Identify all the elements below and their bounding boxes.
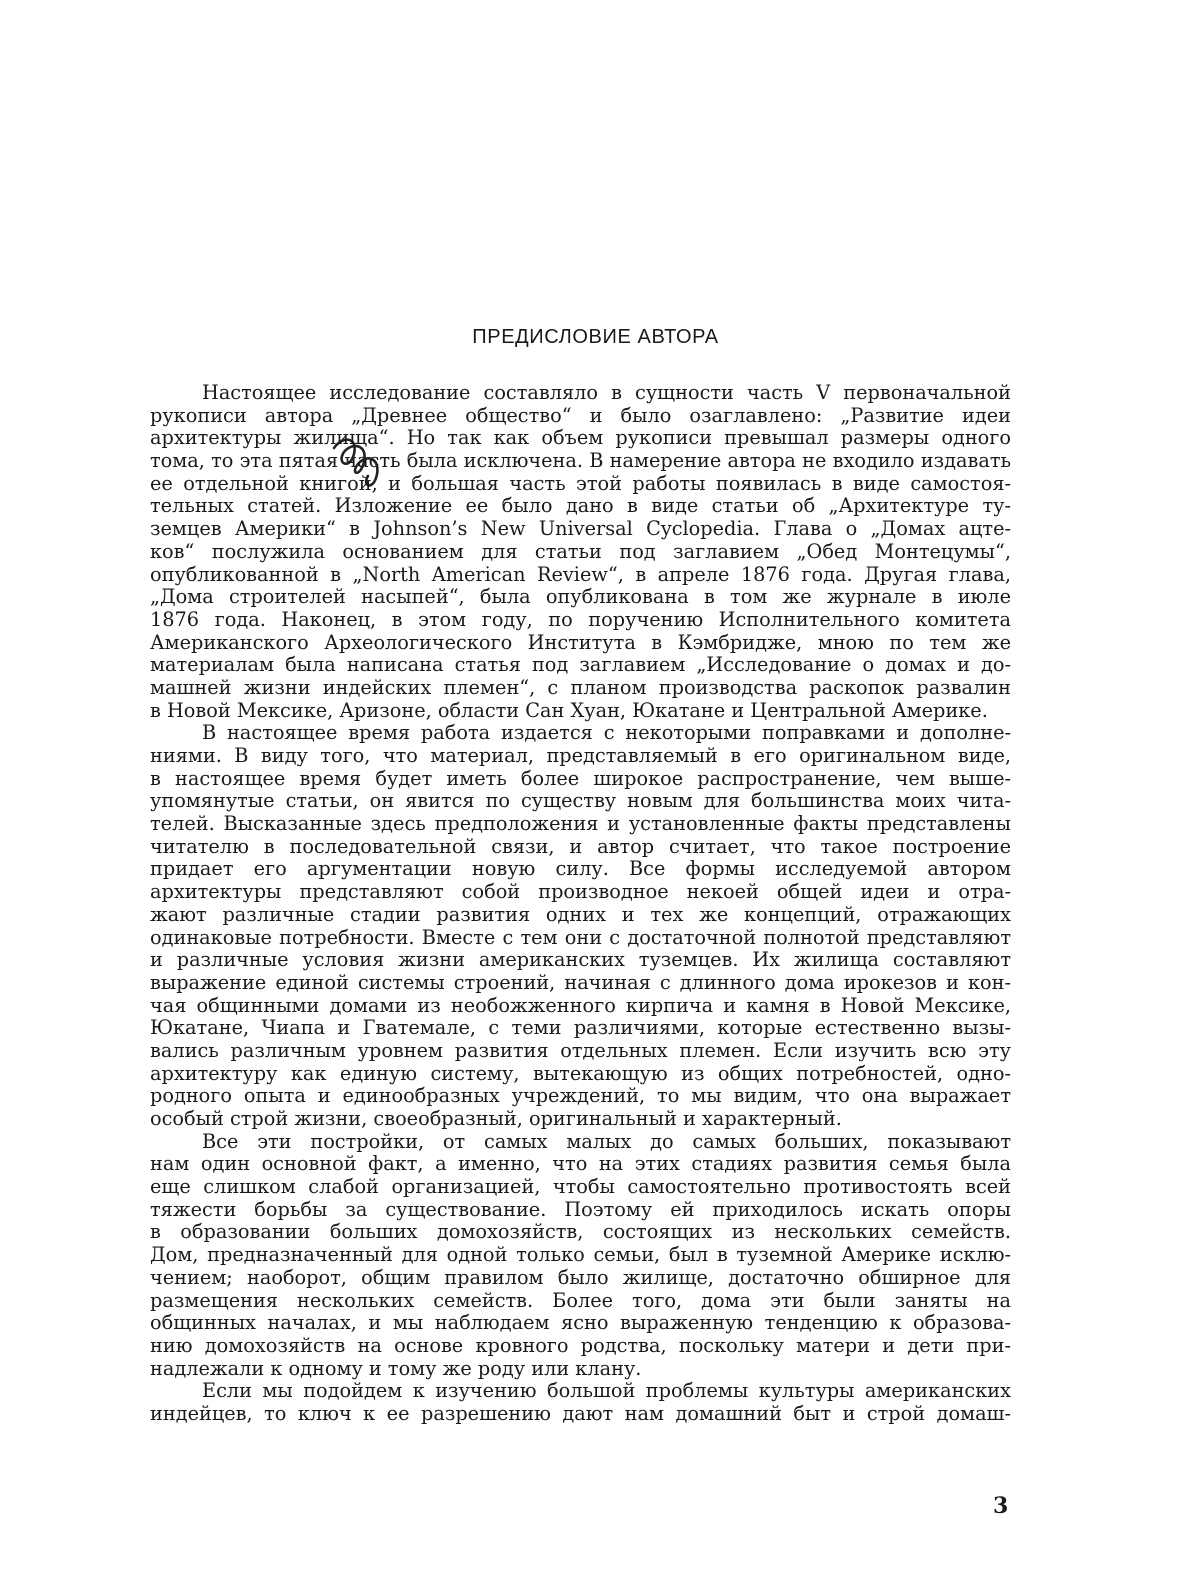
text-line: опубликованной в „North American Review“, в апреле 1876 года. Другая глава, [150,562,1011,586]
text-line: тельных статей. Изложение ее было дано в виде статьи об „Архитектуре ту- [150,494,1011,518]
text-line: Настоящее исследование составляло в сущности часть V первоначальной [202,381,1011,404]
text-line: размещения нескольких семейств. Более того, дома эти были заняты на [150,1288,1011,1312]
text-line: ее отдельной книгой, и большая часть этой работы появилась в виде самостоя- [150,471,1011,495]
text-line: архитектуры жилища“. Но так как объем рукописи превышал размеры одного [150,426,1011,450]
text-line: Юкатане, Чиапа и Гватемале, с теми различиями, которые естественно вызы- [150,1016,1011,1040]
text-line: тома, то эта пятая часть была исключена. В намерение автора не входило издавать [150,449,1011,473]
text-line: в образовании больших домохозяйств, состоящих из нескольких семейств. [150,1220,1011,1244]
text-line: Все эти постройки, от самых малых до самых больших, показывают [202,1129,1011,1153]
text-line: нам один основной факт, а именно, что на этих стадиях развития семья была [150,1152,1011,1176]
text-line: тяжести борьбы за существование. Поэтому ей приходилось искать опоры [150,1197,1011,1221]
text-line: в Новой Мексике, Аризоне, области Сан Хуан, Юкатане и Центральной Америке. [150,698,988,722]
text-line: чением; наоборот, общим правилом было жилище, достаточно обширное для [150,1265,1011,1289]
body-text [150,382,1011,1426]
text-line: Дом, предназначенный для одной только семьи, был в туземной Америке исклю- [150,1243,1011,1267]
text-line: архитектуры представляют собой производное некоей общей идеи и отра- [150,880,1011,904]
text-line: жают различные стадии развития одних и тех же концепций, отражающих [150,902,1011,926]
page-number: 3 [993,1493,1009,1519]
text-line: вались различным уровнем развития отдельных племен. Если изучить всю эту [150,1038,1011,1062]
text-line: ков“ послужила основанием для статьи под заглавием „Обед Монтецумы“, [150,539,1011,563]
text-line: телей. Высказанные здесь предположения и установленные факты представлены [150,812,1011,836]
text-line: архитектуру как единую систему, вытекающую из общих потребностей, одно- [150,1061,1011,1085]
text-line: родного опыта и единообразных учреждений, то мы видим, что она выражает [150,1084,1011,1108]
text-line: 1876 года. Наконец, в этом году, по поручению Исполнительного комитета [150,607,1011,631]
text-line: материалам была написана статья под заглавием „Исследование о домах и до- [150,653,1011,677]
text-line: упомянутые статьи, он явится по существу новым для большинства моих чита- [150,789,1011,813]
text-line: „Дома строителей насыпей“, была опубликована в том же журнале в июле [150,585,1011,609]
text-line: выражение единой системы строений, начиная с длинного дома ирокезов и кон- [150,970,1011,994]
text-line: особый строй жизни, своеобразный, оригинальный и характерный. [150,1107,842,1130]
page-title: ПРЕДИСЛОВИЕ АВТОРА [472,326,719,348]
text-line: придает его аргументации новую силу. Все формы исследуемой автором [150,857,1011,881]
text-line: земцев Америки“ в Johnson’s New Universal Cyclopedia. Глава о „Домах ацте- [150,517,1011,541]
text-line: Если мы подойдем к изучению большой проблемы культуры американских [202,1379,1011,1403]
text-line: В настоящее время работа издается с некоторыми поправками и дополне- [202,721,1011,745]
text-line: индейцев, то ключ к ее разрешению дают нам домашний быт и строй домаш- [150,1401,1011,1425]
text-line: общинных началах, и мы наблюдаем ясно выраженную тенденцию к образова- [150,1311,1011,1335]
text-line: ниями. В виду того, что материал, представляемый в его оригинальном виде, [150,744,1011,767]
text-line: читателю в последовательной связи, и автор считает, что такое построение [150,834,1011,858]
text-line: в настоящее время будет иметь более широкое распространение, чем выше- [150,766,1011,790]
text-line: нию домохозяйств на основе кровного родства, поскольку матери и дети при- [150,1333,1011,1357]
text-line: машней жизни индейских племен“, с планом производства раскопок развалин [150,675,1011,699]
text-line: еще слишком слабой организацией, чтобы самостоятельно противостоять всей [150,1175,1011,1199]
text-line: одинаковые потребности. Вместе с тем они с достаточной полнотой представляют [150,925,1011,949]
text-line: надлежали к одному и тому же роду или клану. [150,1356,642,1380]
text-line: рукописи автора „Древнее общество“ и было озаглавлено: „Развитие идеи [150,403,1011,427]
text-line: чая общинными домами из необожженного кирпича и камня в Новой Мексике, [150,993,1011,1017]
text-line: и различные условия жизни американских туземцев. Их жилища составляют [150,948,1011,972]
text-line: Американского Археологического Института в Кэмбридже, мною по тем же [150,630,1011,654]
